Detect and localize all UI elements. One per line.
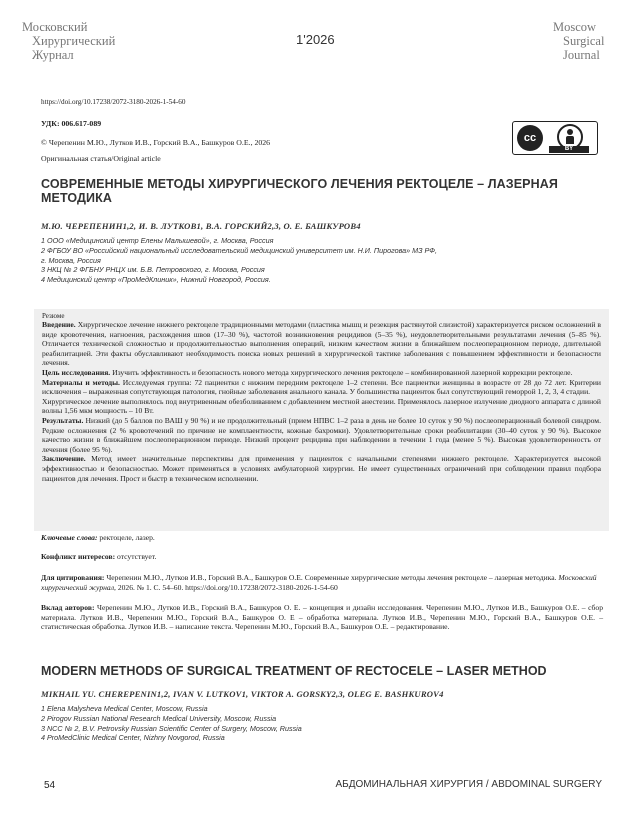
journal-logo-ru xyxy=(22,20,152,66)
abstract-results: Результаты. Низкий (до 5 баллов по ВАШ у 90 %) и не продолжительный (прием НПВС 1–2 раза в день не более 10 суток у 90 %) послеоперационный болевой синдром. Редкие осложнения (2 % кровотечений по причине не комплаентности, кожные бахромки). Удовлетворительные сроки реабилитации (30–40 суток у 90 %). Высокое качество жизни в ближайшем послеоперационном периоде. Низкий процент рецидива при наблюдении в течении 1 года (менее 5 %). Высокая удовлетворенность от лечения (более 95 %). xyxy=(42,415,601,454)
affiliation-ru-4: 4 Медицинский центр «ПроМедКлиник», Нижний Новгород, Россия. xyxy=(41,275,271,285)
page-number: 54 xyxy=(44,780,56,791)
affiliation-ru-2: 2 ФГБОУ ВО «Российский национальный исследовательский медицинский университет им. Н.И. Пирогова» МЗ РФ, xyxy=(41,245,437,255)
conflict-of-interest: Конфликт интересов: отсутствует. xyxy=(41,552,157,561)
affiliation-ru-3: 3 НКЦ № 2 ФГБНУ РНЦХ им. Б.В. Петровского, г. Москва, Россия xyxy=(41,265,265,275)
logo-ru-line-3: Журнал xyxy=(32,48,74,62)
article-type: Оригинальная статья/Original article xyxy=(41,154,161,163)
copyright-line: © Черепенин М.Ю., Лутков И.В., Горский В.А., Башкуров О.Е., 2026 xyxy=(41,138,271,147)
affiliation-ru-1: 1 ООО «Медицинский центр Елены Малышевой», г. Москва, Россия xyxy=(41,236,274,245)
by-label: BY xyxy=(549,146,589,153)
logo-en-line-1: Moscow xyxy=(553,20,597,34)
affiliation-ru-2-cont: г. Москва, Россия xyxy=(41,255,101,265)
creative-commons-icon: cc xyxy=(517,125,543,151)
authors-ru: М.Ю. ЧЕРЕПЕНИН1,2, И. В. ЛУТКОВ1, В.А. ГОРСКИЙ2,3, О. Е. БАШКУРОВ4 xyxy=(41,221,361,231)
affiliation-en-3: 3 NCC № 2, B.V. Petrovsky Russian Scientific Center of Surgery, Moscow, Russia xyxy=(41,723,302,733)
doi-link[interactable]: https://doi.org/10.17238/2072-3180-2026-1-54-60 xyxy=(41,98,186,106)
logo-ru-line-2: Хирургический xyxy=(32,34,116,48)
abstract-conclusion: Заключение. Метод имеет значительные перспективы для применения у пациенток с начальными степенями нижнего ректоцеле. Характеризуется высокой эффективностью и безопасностью. Может применяться в условиях амбулаторной хирургии. Не имеет существенных ограничений при соблюдении правил подбора пациентов для лечения. Прост и быстр в техническом исполнении. xyxy=(42,454,601,483)
logo-ru-line-1: Московский xyxy=(22,20,88,34)
authors-en: MIKHAIL YU. CHEREPENIN1,2, IVAN V. LUTKOV1, VIKTOR A. GORSKY2,3, OLEG E. BASHKUROV4 xyxy=(41,689,444,699)
abstract-methods: Материалы и методы. Исследуемая группа: 72 пациентки с нижним передним ректоцеле 1–2 степени. Все пациентки женщины в возрасте от 28 до 72 лет. Критерии исключения – выраженная сопутствующая патология, гнойные заболевания анального канала. У большинства пациенток был сопутствующий геморрой 1, 2, 3, 4 стадии. xyxy=(42,377,601,397)
citation: Для цитирования: Черепенин М.Ю., Лутков И.В., Горский В.А., Башкуров О.Е. Современные хирургические методы лечения ректоцеле – лазерная методика. Московский хирургический журнал, 2026. № 1. С. 54–60. https://doi.org/10.17238/2072-3180-2026-1-54-60 xyxy=(41,573,597,592)
cc-by-license-badge[interactable] xyxy=(512,121,598,155)
issue-number: 1'2026 xyxy=(296,32,335,47)
affiliations-en xyxy=(41,704,601,743)
keywords: Ключевые слова: ректоцеле, лазер. xyxy=(41,533,155,542)
article-title-en: MODERN METHODS OF SURGICAL TREATMENT OF RECTOCELE – LASER METHOD xyxy=(41,664,547,678)
abstract-intro: Введение. Хирургическое лечение нижнего ректоцеле традиционными методами (пластика мышц и резекция растянутой слизистой) характеризуется риском осложнений в виде кровотечения, нагноения, расхождения швов (17–30 %), частотой возникновения рецидивов (5–35 %), неудовлетворительными результатами лечения (5–85 %). Отличается технической сложностью и продолжительностью выполнения операций, низким качеством жизни в ближайшем послеоперационном периоде, длительной реабилитацией. Эти факты обуславливают необходимость поиска новых решений в хирургической тактике заболевания с повышением эффективности и безопасности лечения. xyxy=(42,320,601,368)
abstract-methods-2: Хирургическое лечение выполнялось под внутривенным обезболиванием с добавлением местной анестезии. Применялось лазерное излучение диодного аппарата с длиной волны 1,56 мкм мощность – 10 Вт. xyxy=(42,396,601,416)
udk-code: УДК: 006.617-089 xyxy=(41,119,102,128)
abstract-aim: Цель исследования. Изучить эффективность и безопасность нового метода хирургического лечения ректоцеле – комбинированной лазерной коррекции ректоцеле. xyxy=(42,367,573,377)
journal-logo-en xyxy=(553,20,633,62)
abstract-heading: Резюме xyxy=(42,312,65,320)
affiliations-ru xyxy=(41,236,601,285)
affiliation-en-1: 1 Elena Malysheva Medical Center, Moscow, Russia xyxy=(41,704,208,713)
affiliation-en-2: 2 Pirogov Russian National Research Medical University, Moscow, Russia xyxy=(41,713,277,723)
author-contributions: Вклад авторов: Черепенин М.Ю., Лутков И.В., Горский В.А., Башкуров О. Е. – концепция и дизайн исследования. Черепенин М.Ю., Лутков И.В., Башкуров О.Е. – сбор материала. Лутков И.В., Черепенин М.Ю., Горский В.А., Башкуров О. Е – обработка материала. Лутков И.В., Черепенин М.Ю., Горский В.А., Башкуров О.Е. – статистическая обработка. Лутков И.В. – написание текста. Черепенин М.Ю., Горский В.А., Башкуров О.Е. – редактирование. xyxy=(41,603,603,632)
article-title-ru: СОВРЕМЕННЫЕ МЕТОДЫ ХИРУРГИЧЕСКОГО ЛЕЧЕНИЯ РЕКТОЦЕЛЕ – ЛАЗЕРНАЯ МЕТОДИКА xyxy=(41,177,558,205)
abstract-box xyxy=(34,309,609,531)
journal-section-footer: АБДОМИНАЛЬНАЯ ХИРУРГИЯ / ABDOMINAL SURGERY xyxy=(335,779,602,790)
logo-en-line-2: Surgical xyxy=(563,34,605,48)
logo-en-line-3: Journal xyxy=(563,48,600,62)
affiliation-en-4: 4 ProMedClinic Medical Center, Nizhny Novgorod, Russia xyxy=(41,733,225,743)
